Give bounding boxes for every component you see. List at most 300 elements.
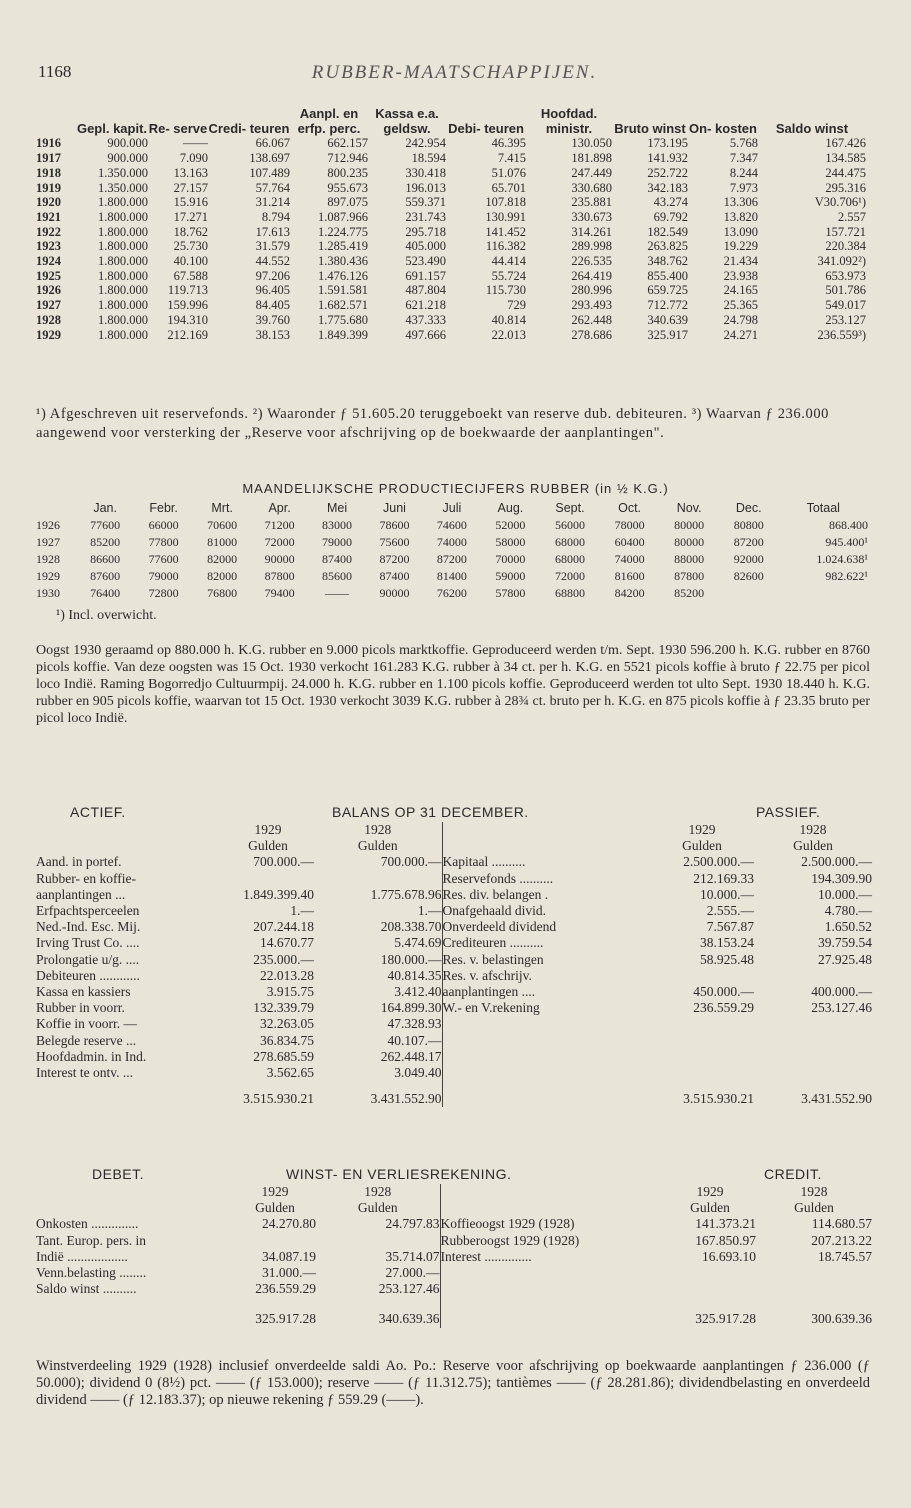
table-cell: 1.800.000 xyxy=(98,298,148,313)
table-cell: 43.274 xyxy=(653,195,688,210)
table-row xyxy=(36,568,868,585)
table-cell: 90000 xyxy=(264,552,295,566)
table-row xyxy=(36,210,866,225)
row-year: 1919 xyxy=(36,180,61,195)
column-header: Totaal xyxy=(806,501,840,515)
item-label: Rubberoogst 1929 (1928) xyxy=(440,1233,664,1249)
table-cell: 38.153 xyxy=(255,327,290,342)
table-cell: 70600 xyxy=(207,518,238,532)
total-value: 300.639.36 xyxy=(811,1311,872,1327)
table-cell: 348.762 xyxy=(647,254,688,269)
table-cell: 7.973 xyxy=(729,180,758,195)
item-label: Ned.-Ind. Esc. Mij. xyxy=(36,919,141,935)
table-cell: 945.400¹ xyxy=(825,535,868,549)
item-value: 2.500.000.— xyxy=(801,854,872,870)
table-cell: 84.405 xyxy=(255,298,290,313)
item-value: 3.049.40 xyxy=(394,1065,442,1081)
table-cell: 13.820 xyxy=(723,209,758,224)
item-label: Onafgehaald divid. xyxy=(442,903,650,919)
table-cell: 76400 xyxy=(90,586,121,600)
row-year: 1918 xyxy=(36,165,61,180)
item-label: Onkosten .............. xyxy=(36,1216,139,1232)
item-value: 16.693.10 xyxy=(702,1248,756,1264)
table-cell: 173.195 xyxy=(647,136,688,151)
item-value xyxy=(234,1233,316,1249)
table-cell: 130.050 xyxy=(571,136,612,151)
table-cell: 27.157 xyxy=(173,180,208,195)
column-header: Oct. xyxy=(618,501,642,515)
table-cell: 46.395 xyxy=(491,136,526,151)
table-cell: 5.768 xyxy=(729,136,758,151)
total-value: 3.515.930.21 xyxy=(243,1091,314,1107)
table-row xyxy=(36,1216,872,1232)
table-cell: 182.549 xyxy=(647,224,688,239)
year-label: 1928 xyxy=(800,1184,828,1199)
item-value: 208.338.70 xyxy=(380,919,442,935)
table-cell: 1.849.399 xyxy=(318,327,368,342)
item-value: 194.309.90 xyxy=(811,870,872,886)
table-cell: 66.067 xyxy=(255,136,290,151)
item-value xyxy=(650,968,754,984)
table-cell: 342.183 xyxy=(647,180,688,195)
balance-title: BALANS OP 31 DECEMBER. xyxy=(332,804,529,820)
table-cell: 325.917 xyxy=(647,327,688,342)
table-row xyxy=(36,968,872,984)
table-cell: 868.400 xyxy=(829,518,868,532)
table-cell: 621.218 xyxy=(405,298,446,313)
table-cell: 295.316 xyxy=(825,180,866,195)
table-cell: 21.434 xyxy=(723,254,758,269)
table-cell: 1.024.638¹ xyxy=(816,552,868,566)
table-row xyxy=(36,887,872,903)
table-cell: 1.591.581 xyxy=(318,283,368,298)
item-label xyxy=(442,1065,650,1081)
row-year: 1923 xyxy=(36,239,61,254)
table-cell: 40.814 xyxy=(491,312,526,327)
table-cell: 79000 xyxy=(322,535,353,549)
item-value: 27.925.48 xyxy=(818,951,872,967)
item-value: 10.000.— xyxy=(818,886,872,902)
oogst-paragraph xyxy=(36,642,870,727)
balance-sheet xyxy=(36,804,872,1107)
item-value: 34.087.19 xyxy=(262,1248,316,1264)
table-cell: 280.996 xyxy=(571,283,612,298)
row-year: 1922 xyxy=(36,224,61,239)
unit-label: Gulden xyxy=(357,838,398,854)
table-cell: 141.932 xyxy=(647,151,688,166)
table-row xyxy=(36,1265,872,1281)
table-cell: 340.639 xyxy=(647,312,688,327)
item-value: 235.000.— xyxy=(253,951,314,967)
item-value: 180.000.— xyxy=(380,951,442,967)
item-label: Belegde reserve ... xyxy=(36,1032,137,1048)
table-row xyxy=(36,1065,872,1081)
table-cell: 60400 xyxy=(614,535,645,549)
header-row xyxy=(36,107,866,136)
item-label xyxy=(442,1049,650,1065)
table-cell: 236.559³) xyxy=(817,327,866,342)
item-label xyxy=(442,1016,650,1032)
production-table xyxy=(36,500,868,602)
item-value: 700.000.— xyxy=(380,854,442,870)
item-label: Koffieoogst 1929 (1928) xyxy=(440,1216,664,1232)
item-value: 450.000.— xyxy=(693,984,754,1000)
table-cell: 293.493 xyxy=(571,298,612,313)
year-label: 1928 xyxy=(364,822,392,837)
item-value: 58.925.48 xyxy=(700,951,754,967)
column-header: Juni xyxy=(383,501,406,515)
spacer xyxy=(442,838,650,854)
year-label: 1928 xyxy=(799,822,827,837)
spacer xyxy=(36,822,222,838)
yearly-table-body xyxy=(36,136,866,342)
table-cell: 79000 xyxy=(148,569,179,583)
item-value: 236.559.29 xyxy=(693,1000,754,1016)
table-cell: 231.743 xyxy=(405,209,446,224)
production-table-header xyxy=(36,500,868,517)
column-header: Credi- teuren xyxy=(208,120,290,136)
table-cell: 900.000 xyxy=(107,136,148,151)
year-label: 1929 xyxy=(261,1184,289,1199)
item-label: Crediteuren .......... xyxy=(442,935,650,951)
table-cell: 79400 xyxy=(264,586,295,600)
table-cell: 549.017 xyxy=(825,298,866,313)
item-value: 164.899.30 xyxy=(380,1000,442,1016)
table-cell: 662.157 xyxy=(327,136,368,151)
item-value: 167.850.97 xyxy=(695,1232,756,1248)
totals-row xyxy=(36,1081,872,1107)
unit-label: Gulden xyxy=(793,838,833,854)
table-cell: 72800 xyxy=(148,586,179,600)
table-cell: 76800 xyxy=(207,586,238,600)
item-value: 1.775.678.96 xyxy=(370,886,442,902)
table-cell xyxy=(719,585,779,602)
table-cell: 982.622¹ xyxy=(825,569,868,583)
table-cell: 1.800.000 xyxy=(98,327,148,342)
table-cell: 955.673 xyxy=(327,180,368,195)
column-header: Sept. xyxy=(555,501,585,515)
table-cell: 72000 xyxy=(554,569,585,583)
table-cell: 1.800.000 xyxy=(98,209,148,224)
table-cell: 159.996 xyxy=(167,298,208,313)
credit-title: CREDIT. xyxy=(764,1166,822,1182)
table-cell: 196.013 xyxy=(405,180,446,195)
table-row xyxy=(36,269,866,284)
column-header: Nov. xyxy=(676,501,702,515)
table-cell: 87600 xyxy=(90,569,121,583)
table-cell: 39.760 xyxy=(255,312,290,327)
table-cell: 119.713 xyxy=(167,283,208,298)
table-cell: 107.489 xyxy=(249,165,290,180)
table-cell: 87200 xyxy=(436,552,467,566)
table-cell: 58000 xyxy=(495,535,526,549)
table-cell: 87200 xyxy=(733,535,764,549)
row-year: 1928 xyxy=(36,552,60,566)
column-header: Debi- teuren xyxy=(448,120,524,136)
item-value xyxy=(754,968,872,984)
table-cell: 1.800.000 xyxy=(98,224,148,239)
unit-label: Gulden xyxy=(255,1200,295,1216)
page-header xyxy=(38,62,871,90)
table-cell: 289.998 xyxy=(571,239,612,254)
table-cell: 68000 xyxy=(554,535,585,549)
item-value xyxy=(754,1049,872,1065)
table-cell: 85200 xyxy=(674,586,705,600)
table-row xyxy=(36,1000,872,1016)
table-row xyxy=(36,903,872,919)
row-year: 1928 xyxy=(36,312,61,327)
table-cell: 1.224.775 xyxy=(318,224,368,239)
table-cell: 1.800.000 xyxy=(98,254,148,269)
item-label: Reservefonds .......... xyxy=(442,871,650,887)
column-header: Mrt. xyxy=(211,501,233,515)
table-cell: 134.585 xyxy=(825,151,866,166)
table-cell: 278.686 xyxy=(571,327,612,342)
table-cell: 90000 xyxy=(379,586,410,600)
item-label: Venn.belasting ........ xyxy=(36,1265,147,1281)
table-row xyxy=(36,313,866,328)
spacer xyxy=(36,1184,234,1200)
table-cell: 8.244 xyxy=(729,165,758,180)
table-cell: 264.419 xyxy=(571,268,612,283)
table-cell: 72000 xyxy=(264,535,295,549)
table-cell: 31.214 xyxy=(255,195,290,210)
row-year: 1927 xyxy=(36,535,60,549)
table-cell: 263.825 xyxy=(647,239,688,254)
item-label: Prolongatie u/g. .... xyxy=(36,951,140,967)
table-cell: 247.449 xyxy=(571,165,612,180)
table-cell: 262.448 xyxy=(571,312,612,327)
table-cell: 107.818 xyxy=(485,195,526,210)
table-cell: 330.418 xyxy=(405,165,446,180)
column-header: Juli xyxy=(442,501,462,515)
table-cell: 897.075 xyxy=(327,195,368,210)
item-label xyxy=(442,1033,650,1049)
item-value: 7.567.87 xyxy=(706,919,754,935)
table-cell: 80000 xyxy=(674,518,705,532)
table-row xyxy=(36,984,872,1000)
row-year: 1930 xyxy=(36,586,60,600)
table-cell: 235.881 xyxy=(571,195,612,210)
yearly-table-header xyxy=(36,107,866,136)
table-row xyxy=(36,517,868,534)
table-cell: 1.350.000 xyxy=(98,180,148,195)
item-value xyxy=(650,1049,754,1065)
table-cell: 44.414 xyxy=(491,254,526,269)
table-cell: 86600 xyxy=(90,552,121,566)
table-cell: 141.452 xyxy=(485,224,526,239)
item-value xyxy=(754,1033,872,1049)
table-cell: 88000 xyxy=(674,552,705,566)
table-cell: 83000 xyxy=(322,518,353,532)
table-cell: 659.725 xyxy=(647,283,688,298)
unit-label: Gulden xyxy=(690,1200,730,1216)
item-label: aanplantingen ... xyxy=(36,886,126,902)
table-cell: 2.557 xyxy=(837,209,866,224)
column-header: On- kosten xyxy=(689,120,757,136)
table-cell: 74000 xyxy=(614,552,645,566)
table-row xyxy=(36,166,866,181)
table-cell: 242.954 xyxy=(405,136,446,151)
row-year: 1929 xyxy=(36,327,61,342)
table-cell: 24.798 xyxy=(723,312,758,327)
table-cell: V30.706¹) xyxy=(814,195,866,210)
row-year: 1925 xyxy=(36,268,61,283)
table-cell: 84200 xyxy=(614,586,645,600)
year-label: 1929 xyxy=(688,822,716,837)
column-header: Gepl. kapit. xyxy=(76,120,148,136)
table-cell: —— xyxy=(183,136,208,151)
item-label: Debiteuren ............ xyxy=(36,967,140,983)
table-cell: 1.682.571 xyxy=(318,298,368,313)
table-cell: 17.271 xyxy=(173,209,208,224)
table-cell: 13.163 xyxy=(173,165,208,180)
table-row xyxy=(36,239,866,254)
item-label: Erfpachtsperceelen xyxy=(36,903,140,919)
table-cell: 66000 xyxy=(148,518,179,532)
item-value: 3.915.75 xyxy=(266,984,314,1000)
item-value: 40.107.— xyxy=(387,1032,442,1048)
header-row xyxy=(36,500,868,517)
table-cell: 56000 xyxy=(554,518,585,532)
item-value: 207.213.22 xyxy=(811,1232,872,1248)
item-label: Koffie in voorr. — xyxy=(36,1016,137,1032)
table-cell: 220.384 xyxy=(825,239,866,254)
item-label: Hoofdadmin. in Ind. xyxy=(36,1048,147,1064)
item-value: 132.339.79 xyxy=(253,1000,314,1016)
item-value: 253.127.46 xyxy=(811,1000,872,1016)
total-value: 3.431.552.90 xyxy=(801,1091,872,1107)
item-value: 36.834.75 xyxy=(260,1032,314,1048)
table-cell: 87800 xyxy=(264,569,295,583)
table-cell: 253.127 xyxy=(825,312,866,327)
profit-loss-heading xyxy=(36,1166,872,1184)
table-cell: 75600 xyxy=(379,535,410,549)
item-value: 1.— xyxy=(290,903,314,919)
item-value: 3.562.65 xyxy=(266,1065,314,1081)
table-cell: 1.285.419 xyxy=(318,239,368,254)
table-cell: 87400 xyxy=(322,552,353,566)
spacer xyxy=(442,1081,650,1107)
item-value xyxy=(664,1265,756,1281)
table-cell: 74600 xyxy=(436,518,467,532)
item-value: 40.814.35 xyxy=(387,967,442,983)
table-cell: 68800 xyxy=(554,586,585,600)
table-row xyxy=(36,328,866,343)
row-year: 1926 xyxy=(36,283,61,298)
profit-loss-table-body xyxy=(36,1184,872,1328)
table-cell: 25.365 xyxy=(723,298,758,313)
table-cell: 31.579 xyxy=(255,239,290,254)
item-value: 400.000.— xyxy=(811,984,872,1000)
table-cell xyxy=(779,585,868,602)
table-cell: 691.157 xyxy=(405,268,446,283)
table-row xyxy=(36,919,872,935)
item-value: 39.759.54 xyxy=(818,935,872,951)
column-header: Bruto winst xyxy=(614,120,686,136)
table-row xyxy=(36,195,866,210)
table-cell: 87200 xyxy=(379,552,410,566)
item-value: 700.000.— xyxy=(253,854,314,870)
item-label: Res. v. afschrijv. xyxy=(442,968,650,984)
table-cell: 800.235 xyxy=(327,165,368,180)
column-header: Aanpl. en erfp. perc. xyxy=(297,106,361,136)
spacer xyxy=(440,1184,664,1200)
column-header: Jan. xyxy=(93,501,117,515)
production-footnote: ¹) Incl. overwicht. xyxy=(56,608,157,623)
item-label: Interest .............. xyxy=(440,1249,664,1265)
table-cell: 7.347 xyxy=(729,151,758,166)
spacer xyxy=(440,1297,664,1327)
table-cell: 1.800.000 xyxy=(98,283,148,298)
table-cell: 138.697 xyxy=(249,151,290,166)
table-cell: 57800 xyxy=(495,586,526,600)
item-value: 24.797.83 xyxy=(385,1216,440,1232)
page-title: RUBBER-MAATSCHAPPIJEN. xyxy=(311,62,598,83)
profit-loss-title: WINST- EN VERLIESREKENING. xyxy=(286,1166,512,1182)
spacer xyxy=(442,822,650,838)
table-row xyxy=(36,551,868,568)
table-cell: 22.013 xyxy=(491,327,526,342)
table-cell: 19.229 xyxy=(723,239,758,254)
row-year: 1926 xyxy=(36,518,60,532)
production-title: MAANDELIJKSCHE PRODUCTIECIJFERS RUBBER (in ½ K.G.) xyxy=(242,481,669,496)
item-value: 141.373.21 xyxy=(695,1216,756,1232)
item-label: Interest te ontv. ... xyxy=(36,1065,133,1081)
winstverdeeling-text: Winstverdeeling 1929 (1928) inclusief onverdeelde saldi Ao. Po.: Reserve voor afschrijving op boekwaarde aanplantingen ƒ 236.000 (ƒ 50.000); dividend 0 (8½) pct. —— (ƒ 153.000); reserve —— (ƒ 11.312.75); tantièmes —— (ƒ 28.281.86); dividendbelasting en onverdeeld dividend —— (ƒ 12.183.37); op nieuwe rekening ƒ 559.29 (——). xyxy=(36,1358,870,1408)
item-value: 18.745.57 xyxy=(818,1248,872,1264)
table-cell: 1.800.000 xyxy=(98,312,148,327)
actief-title: ACTIEF. xyxy=(70,804,126,820)
yearly-table xyxy=(36,107,866,342)
table-cell: 51.076 xyxy=(491,165,526,180)
column-header: Febr. xyxy=(149,501,178,515)
total-value: 325.917.28 xyxy=(695,1311,756,1327)
item-value: 38.153.24 xyxy=(700,935,754,951)
table-cell: 501.786 xyxy=(825,283,866,298)
table-cell: 24.165 xyxy=(723,283,758,298)
table-cell: 252.722 xyxy=(647,165,688,180)
table-cell: 77600 xyxy=(90,518,121,532)
year-label: 1929 xyxy=(254,822,282,837)
year-label: 1928 xyxy=(364,1184,392,1199)
table-cell: 69.792 xyxy=(653,209,688,224)
table-cell: 559.371 xyxy=(405,195,446,210)
debet-title: DEBET. xyxy=(92,1166,145,1182)
winstverdeeling-paragraph xyxy=(36,1358,870,1409)
table-cell: 8.794 xyxy=(261,209,290,224)
table-cell: 78600 xyxy=(379,518,410,532)
item-label xyxy=(440,1265,664,1281)
total-value: 3.515.930.21 xyxy=(683,1091,754,1107)
item-label: Kapitaal .......... xyxy=(442,854,650,870)
table-cell: 115.730 xyxy=(485,283,526,298)
item-label: aanplantingen .... xyxy=(442,984,650,1000)
table-row xyxy=(36,1049,872,1065)
total-value: 340.639.36 xyxy=(378,1311,440,1327)
item-value: 262.448.17 xyxy=(380,1048,442,1064)
table-cell: 81400 xyxy=(436,569,467,583)
unit-row xyxy=(36,1200,872,1216)
item-label: Irving Trust Co. .... xyxy=(36,935,140,951)
table-cell: 341.092²) xyxy=(817,254,866,269)
totals-row xyxy=(36,1297,872,1327)
table-row xyxy=(36,952,872,968)
column-header xyxy=(36,107,76,136)
item-value: 24.270.80 xyxy=(262,1216,316,1232)
row-year: 1921 xyxy=(36,209,61,224)
table-cell: 1.350.000 xyxy=(98,165,148,180)
